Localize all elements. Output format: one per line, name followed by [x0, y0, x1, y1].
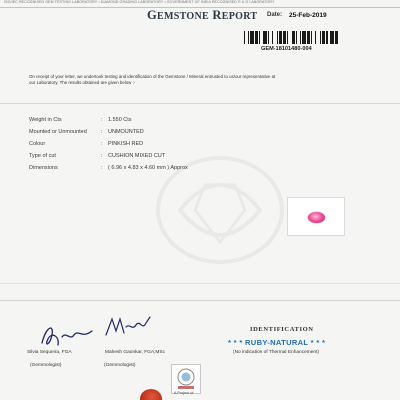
intro-paragraph: On receipt of your letter, we undertook testing and identification of the Gemstone / Mineral entrusted to us/our representative at our Laboratory. The results obtained are given below :- — [29, 74, 276, 86]
divider — [0, 300, 400, 301]
detail-value: CUSHION MIXED CUT — [108, 153, 166, 159]
detail-row-weight — [29, 117, 279, 127]
identification-note: (No indication of Thermal Enhancement) — [233, 350, 320, 355]
identification-result: * * * RUBY-NATURAL * * * — [228, 338, 326, 347]
detail-value: 1.550 Cts — [108, 117, 132, 123]
cushion-cut-gem-icon — [308, 212, 325, 223]
detail-colon: : — [101, 165, 103, 171]
fold-line — [0, 283, 400, 284]
detail-value: ( 6.96 x 4.83 x 4.60 mm ) Approx — [108, 165, 188, 171]
divider — [0, 103, 400, 104]
barcode — [244, 31, 339, 44]
watermark-emblem — [150, 150, 290, 270]
report-title-text: GEMSTONE REPORT — [147, 8, 258, 22]
signature-icon — [36, 317, 96, 349]
report-title — [147, 8, 257, 23]
signer-role: (Gemmologist) — [30, 363, 62, 368]
signer-role: (Gemmologist) — [104, 363, 136, 368]
seal-graphic — [172, 365, 200, 393]
detail-value: UNMOUNTED — [108, 129, 144, 135]
detail-value: PINKISH RED — [108, 141, 144, 147]
detail-colon: : — [101, 129, 103, 135]
identification-heading: IDENTIFICATION — [250, 326, 314, 333]
detail-colon: : — [101, 141, 103, 147]
detail-row-mounting — [29, 129, 279, 139]
detail-label: Mounted or Unmounted — [29, 129, 87, 135]
accreditation-line: ISO/IEC RECOGNISED GEM TESTING LABORATORY • DIAMOND GRADING LABORATORY • GOVERNMENT OF INDIA RECOGNISED R & D LABORATORY — [4, 0, 275, 4]
gem-photo-frame — [287, 197, 345, 236]
laboratory-seal-icon — [171, 364, 201, 394]
signer-name: Silvia Sequeira, FGA — [27, 350, 72, 355]
detail-label: Dimensions — [29, 165, 58, 171]
date-value: 25-Feb-2019 — [289, 12, 327, 19]
project-of-label: A Project of — [174, 391, 194, 395]
detail-colon: : — [101, 153, 103, 159]
date-label: Date: — [267, 12, 283, 18]
detail-label: Weight in Cts — [29, 117, 62, 123]
detail-label: Type of cut — [29, 153, 56, 159]
detail-label: Colour — [29, 141, 46, 147]
barcode-bar — [338, 31, 339, 44]
signature-icon — [102, 311, 154, 341]
detail-colon: : — [101, 117, 103, 123]
report-number: GEM-18101480-004 — [261, 46, 312, 52]
signer-name: Mahesh Gaonkar, FGA,MSc — [105, 350, 165, 355]
red-emblem-icon — [140, 389, 162, 400]
